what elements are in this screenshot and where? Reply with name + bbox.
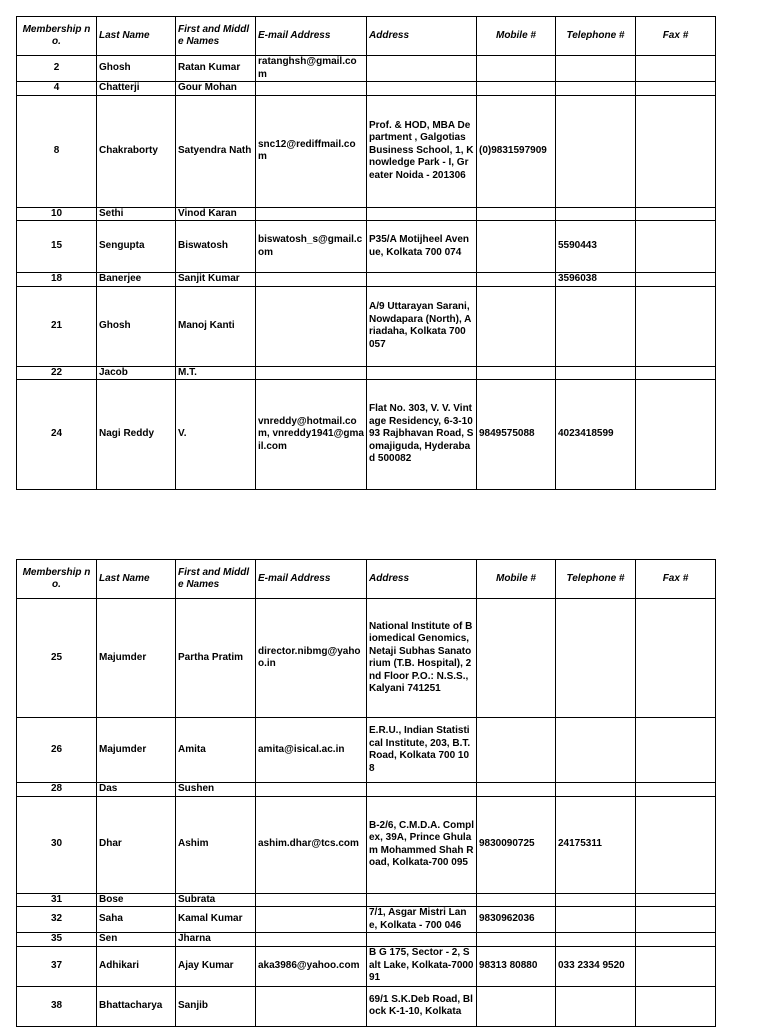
last-name-cell: Dhar (97, 796, 176, 893)
telephone-cell: 033 2334 9520 (556, 946, 636, 986)
fax-cell (636, 933, 716, 947)
email-cell: vnreddy@hotmail.com, vnreddy1941@gmail.com (256, 380, 367, 490)
email-cell (256, 933, 367, 947)
first-name-cell: Sushen (176, 783, 256, 797)
telephone-cell (556, 933, 636, 947)
last-name-cell: Nagi Reddy (97, 380, 176, 490)
membership-no-cell: 26 (17, 718, 97, 783)
address-cell: P35/A Motijheel Avenue, Kolkata 700 074 (367, 221, 477, 273)
email-cell (256, 893, 367, 907)
email-cell (256, 907, 367, 933)
telephone-cell (556, 207, 636, 221)
table-row (17, 893, 716, 907)
telephone-cell (556, 907, 636, 933)
first-name-cell: Vinod Karan (176, 207, 256, 221)
membership-no-cell: 8 (17, 95, 97, 207)
fax-cell (636, 95, 716, 207)
header-last-name: Last Name (97, 17, 176, 56)
fax-cell (636, 893, 716, 907)
address-cell: 69/1 S.K.Deb Road, Block K-1-10, Kolkata (367, 986, 477, 1026)
email-cell: biswatosh_s@gmail.com (256, 221, 367, 273)
fax-cell (636, 986, 716, 1026)
address-cell (367, 207, 477, 221)
last-name-cell: Sen (97, 933, 176, 947)
membership-no-cell: 25 (17, 599, 97, 718)
address-cell: National Institute of Biomedical Genomics, Netaji Subhas Sanatorium (T.B. Hospital), 2nd Floor P.O.: N.S.S., Kalyani 741251 (367, 599, 477, 718)
mobile-cell (477, 273, 556, 287)
fax-cell (636, 221, 716, 273)
address-cell (367, 783, 477, 797)
address-cell (367, 82, 477, 96)
telephone-cell (556, 286, 636, 366)
telephone-cell (556, 893, 636, 907)
email-cell: ratanghsh@gmail.com (256, 56, 367, 82)
email-cell: director.nibmg@yahoo.in (256, 599, 367, 718)
membership-no-cell: 38 (17, 986, 97, 1026)
telephone-cell (556, 783, 636, 797)
first-name-cell: Ashim (176, 796, 256, 893)
membership-no-cell: 18 (17, 273, 97, 287)
first-name-cell: V. (176, 380, 256, 490)
fax-cell (636, 82, 716, 96)
header-fax: Fax # (636, 560, 716, 599)
first-name-cell: Biswatosh (176, 221, 256, 273)
table-row (17, 796, 716, 893)
mobile-cell: (0)9831597909 (477, 95, 556, 207)
first-name-cell: M.T. (176, 366, 256, 380)
address-cell: A/9 Uttarayan Sarani, Nowdapara (North), Ariadaha, Kolkata 700 057 (367, 286, 477, 366)
last-name-cell: Saha (97, 907, 176, 933)
membership-no-cell: 15 (17, 221, 97, 273)
first-name-cell: Sanjit Kumar (176, 273, 256, 287)
address-cell (367, 933, 477, 947)
table-header-row (17, 17, 716, 56)
table-row (17, 946, 716, 986)
mobile-cell (477, 221, 556, 273)
mobile-cell (477, 207, 556, 221)
last-name-cell: Adhikari (97, 946, 176, 986)
last-name-cell: Bose (97, 893, 176, 907)
mobile-cell (477, 933, 556, 947)
table-row (17, 273, 716, 287)
fax-cell (636, 946, 716, 986)
header-telephone: Telephone # (556, 560, 636, 599)
header-membership-no: Membership no. (17, 560, 97, 599)
header-first-names: First and Middle Names (176, 17, 256, 56)
header-email: E-mail Address (256, 17, 367, 56)
last-name-cell: Sethi (97, 207, 176, 221)
fax-cell (636, 56, 716, 82)
address-cell: Prof. & HOD, MBA Department , Galgotias Business School, 1, Knowledge Park - I, Greater Noida - 201306 (367, 95, 477, 207)
mobile-cell (477, 56, 556, 82)
email-cell: amita@isical.ac.in (256, 718, 367, 783)
address-cell (367, 56, 477, 82)
membership-table-1 (16, 16, 716, 490)
fax-cell (636, 286, 716, 366)
last-name-cell: Jacob (97, 366, 176, 380)
membership-no-cell: 37 (17, 946, 97, 986)
last-name-cell: Chakraborty (97, 95, 176, 207)
address-cell: E.R.U., Indian Statistical Institute, 203, B.T. Road, Kolkata 700 108 (367, 718, 477, 783)
header-mobile: Mobile # (477, 560, 556, 599)
table-row (17, 933, 716, 947)
first-name-cell: Gour Mohan (176, 82, 256, 96)
telephone-cell: 3596038 (556, 273, 636, 287)
address-cell (367, 366, 477, 380)
mobile-cell (477, 82, 556, 96)
email-cell (256, 82, 367, 96)
telephone-cell (556, 56, 636, 82)
header-email: E-mail Address (256, 560, 367, 599)
membership-no-cell: 21 (17, 286, 97, 366)
address-cell (367, 273, 477, 287)
table-header-row (17, 560, 716, 599)
fax-cell (636, 366, 716, 380)
header-address: Address (367, 560, 477, 599)
fax-cell (636, 718, 716, 783)
last-name-cell: Chatterji (97, 82, 176, 96)
first-name-cell: Ajay Kumar (176, 946, 256, 986)
fax-cell (636, 207, 716, 221)
last-name-cell: Das (97, 783, 176, 797)
mobile-cell: 9849575088 (477, 380, 556, 490)
mobile-cell (477, 599, 556, 718)
membership-no-cell: 10 (17, 207, 97, 221)
email-cell: ashim.dhar@tcs.com (256, 796, 367, 893)
header-fax: Fax # (636, 17, 716, 56)
header-mobile: Mobile # (477, 17, 556, 56)
telephone-cell: 5590443 (556, 221, 636, 273)
mobile-cell (477, 986, 556, 1026)
telephone-cell (556, 95, 636, 207)
header-last-name: Last Name (97, 560, 176, 599)
mobile-cell (477, 366, 556, 380)
table-row (17, 718, 716, 783)
mobile-cell: 9830962036 (477, 907, 556, 933)
last-name-cell: Ghosh (97, 56, 176, 82)
telephone-cell (556, 986, 636, 1026)
table-row (17, 986, 716, 1026)
last-name-cell: Sengupta (97, 221, 176, 273)
membership-no-cell: 2 (17, 56, 97, 82)
header-first-names: First and Middle Names (176, 560, 256, 599)
first-name-cell: Amita (176, 718, 256, 783)
header-membership-no: Membership no. (17, 17, 97, 56)
table-row (17, 907, 716, 933)
header-telephone: Telephone # (556, 17, 636, 56)
membership-no-cell: 24 (17, 380, 97, 490)
table-row (17, 207, 716, 221)
email-cell (256, 783, 367, 797)
email-cell (256, 207, 367, 221)
telephone-cell (556, 718, 636, 783)
email-cell: snc12@rediffmail.com (256, 95, 367, 207)
membership-no-cell: 30 (17, 796, 97, 893)
table-row (17, 221, 716, 273)
first-name-cell: Kamal Kumar (176, 907, 256, 933)
last-name-cell: Majumder (97, 599, 176, 718)
last-name-cell: Banerjee (97, 273, 176, 287)
table-row (17, 380, 716, 490)
table-row (17, 82, 716, 96)
address-cell (367, 893, 477, 907)
fax-cell (636, 599, 716, 718)
email-cell (256, 366, 367, 380)
first-name-cell: Ratan Kumar (176, 56, 256, 82)
mobile-cell (477, 783, 556, 797)
header-address: Address (367, 17, 477, 56)
telephone-cell: 4023418599 (556, 380, 636, 490)
first-name-cell: Sanjib (176, 986, 256, 1026)
address-cell: B G 175, Sector - 2, Salt Lake, Kolkata-700091 (367, 946, 477, 986)
fax-cell (636, 907, 716, 933)
membership-no-cell: 22 (17, 366, 97, 380)
fax-cell (636, 796, 716, 893)
first-name-cell: Manoj Kanti (176, 286, 256, 366)
fax-cell (636, 380, 716, 490)
first-name-cell: Subrata (176, 893, 256, 907)
table-row (17, 95, 716, 207)
last-name-cell: Majumder (97, 718, 176, 783)
membership-no-cell: 28 (17, 783, 97, 797)
table-row (17, 366, 716, 380)
fax-cell (636, 783, 716, 797)
email-cell: aka3986@yahoo.com (256, 946, 367, 986)
telephone-cell: 24175311 (556, 796, 636, 893)
table-row (17, 56, 716, 82)
table-row (17, 783, 716, 797)
table-row (17, 286, 716, 366)
telephone-cell (556, 366, 636, 380)
last-name-cell: Ghosh (97, 286, 176, 366)
address-cell: Flat No. 303, V. V. Vintage Residency, 6-3-1093 Rajbhavan Road, Somajiguda, Hyderabad 500082 (367, 380, 477, 490)
membership-no-cell: 4 (17, 82, 97, 96)
telephone-cell (556, 599, 636, 718)
membership-no-cell: 35 (17, 933, 97, 947)
mobile-cell: 9830090725 (477, 796, 556, 893)
email-cell (256, 273, 367, 287)
telephone-cell (556, 82, 636, 96)
email-cell (256, 986, 367, 1026)
first-name-cell: Partha Pratim (176, 599, 256, 718)
address-cell: 7/1, Asgar Mistri Lane, Kolkata - 700 046 (367, 907, 477, 933)
last-name-cell: Bhattacharya (97, 986, 176, 1026)
email-cell (256, 286, 367, 366)
first-name-cell: Jharna (176, 933, 256, 947)
table-row (17, 599, 716, 718)
membership-table-2 (16, 559, 716, 1027)
first-name-cell: Satyendra Nath (176, 95, 256, 207)
mobile-cell (477, 286, 556, 366)
mobile-cell: 98313 80880 (477, 946, 556, 986)
address-cell: B-2/6, C.M.D.A. Complex, 39A, Prince Ghulam Mohammed Shah Road, Kolkata-700 095 (367, 796, 477, 893)
membership-no-cell: 31 (17, 893, 97, 907)
mobile-cell (477, 893, 556, 907)
membership-no-cell: 32 (17, 907, 97, 933)
mobile-cell (477, 718, 556, 783)
fax-cell (636, 273, 716, 287)
